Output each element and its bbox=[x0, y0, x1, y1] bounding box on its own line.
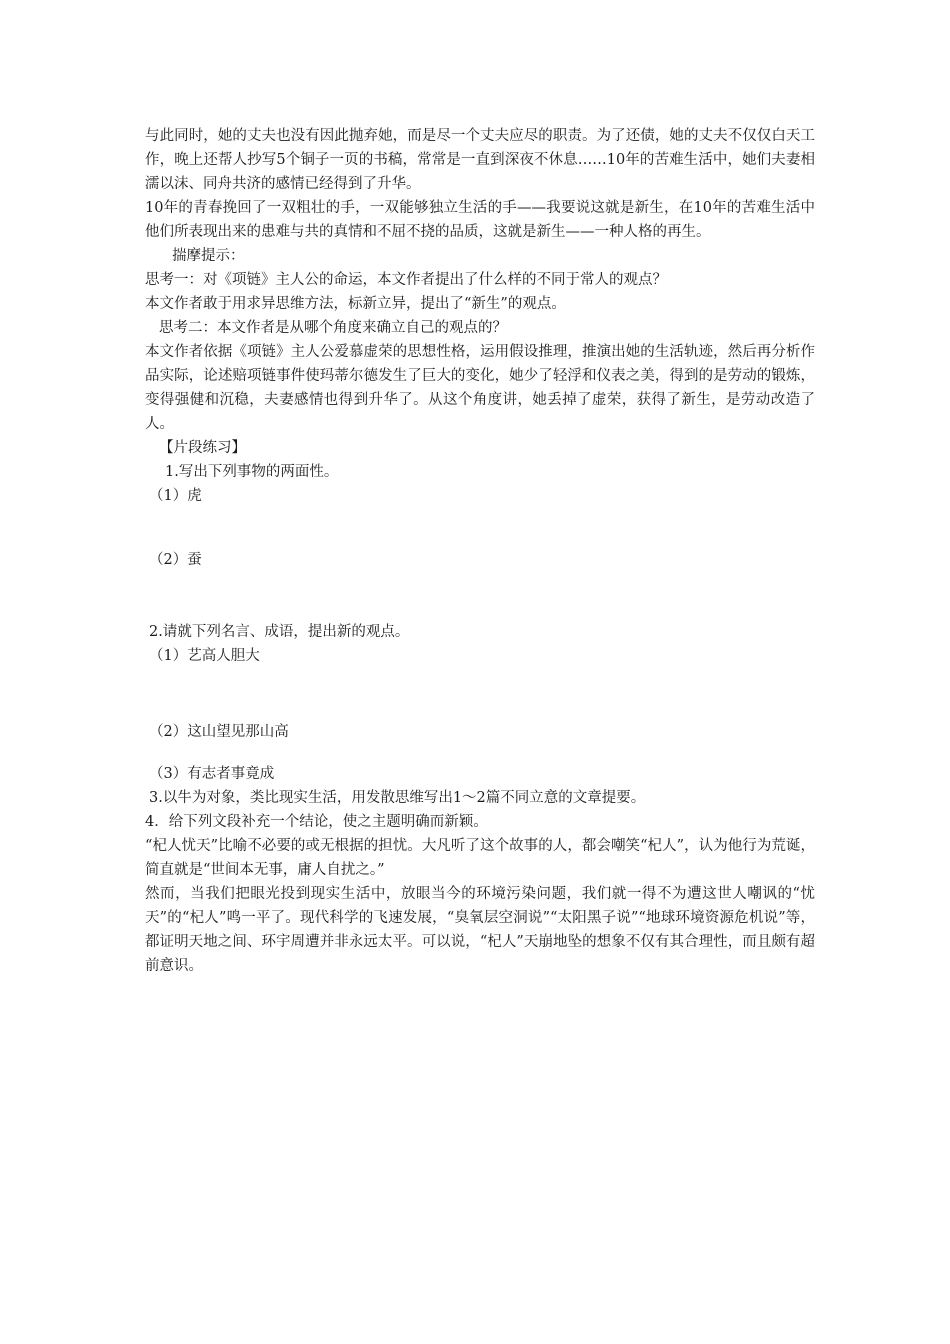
exercise-item-1: 1.写出下列事物的两面性。 bbox=[165, 464, 339, 480]
exercise-item-2-proverb-2: （2）这山望见那山高 bbox=[149, 724, 289, 740]
exercise-item-2-proverb-1: （1）艺高人胆大 bbox=[149, 648, 260, 664]
exercise-item-2: 2.请就下列名言、成语，提出新的观点。 bbox=[149, 624, 410, 640]
paragraph-husband-duty: 与此同时，她的丈夫也没有因此抛弃她，而是尽一个丈夫应尽的职责。为了还债，她的丈夫不仅仅白天工作，晚上还帮人抄写5个铜子一页的书稿，常常是一直到深夜不休息……10年的苦难生活中，她们夫妻相濡以沫、同舟共济的感情已经得到了升华。 bbox=[145, 128, 815, 192]
exercise-heading: 【片段练习】 bbox=[159, 440, 246, 456]
question-two: 思考二：本文作者是从哪个角度来确立自己的观点的？ bbox=[159, 320, 507, 336]
exercise-item-2-proverb-3: （3）有志者事竟成 bbox=[149, 766, 275, 782]
answer-two: 本文作者依据《项链》主人公爱慕虚荣的思想性格，运用假设推理，推演出她的生活轨迹，然后再分析作品实际，论述赔项链事件使玛蒂尔德发生了巨大的变化，她少了轻浮和仪表之美，得到的是劳动的锻炼，变得强健和沉稳，夫妻感情也得到升华了。从这个角度讲，她丢掉了虚荣，获得了新生，是劳动改造了人。 bbox=[145, 344, 815, 432]
exercise-item-1-silkworm: （2）蚕 bbox=[149, 552, 202, 568]
exercise-item-1-tiger: （1）虎 bbox=[149, 488, 202, 504]
passage-qiren-2: 然而，当我们把眼光投到现实生活中，放眼当今的环境污染问题，我们就一得不为遭这世人嘲讽的“忧天”的“杞人”鸣一平了。现代科学的飞速发展，“臭氧层空洞说”“太阳黑子说”“地球环境资源危机说”等，都证明天地之间、环宇周遭并非永远太平。可以说，“杞人”天崩地坠的想象不仅有其合理性，而且颇有超前意识。 bbox=[145, 886, 815, 974]
document-body bbox=[145, 124, 815, 978]
question-one: 思考一：对《项链》主人公的命运，本文作者提出了什么样的不同于常人的观点？ bbox=[145, 272, 667, 288]
hint-heading: 揣摩提示： bbox=[172, 248, 245, 264]
exercise-item-3: 3.以牛为对象，类比现实生活，用发散思维写出1～2篇不同立意的文章提要。 bbox=[149, 790, 646, 806]
passage-qiren-1: “杞人忧天”比喻不必要的或无根据的担忧。大凡听了这个故事的人，都会嘲笑“杞人”，认为他行为荒诞，简直就是“世间本无事，庸人自扰之。” bbox=[145, 838, 815, 878]
exercise-item-4: 4．给下列文段补充一个结论，使之主题明确而新颖。 bbox=[145, 814, 488, 830]
answer-one: 本文作者敢于用求异思维方法，标新立异，提出了“新生”的观点。 bbox=[145, 296, 566, 312]
paragraph-new-life: 10年的青春挽回了一双粗壮的手，一双能够独立生活的手——我要说这就是新生，在10年的苦难生活中他们所表现出来的患难与共的真情和不屈不挠的品质，这就是新生——一种人格的再生。 bbox=[145, 200, 815, 240]
